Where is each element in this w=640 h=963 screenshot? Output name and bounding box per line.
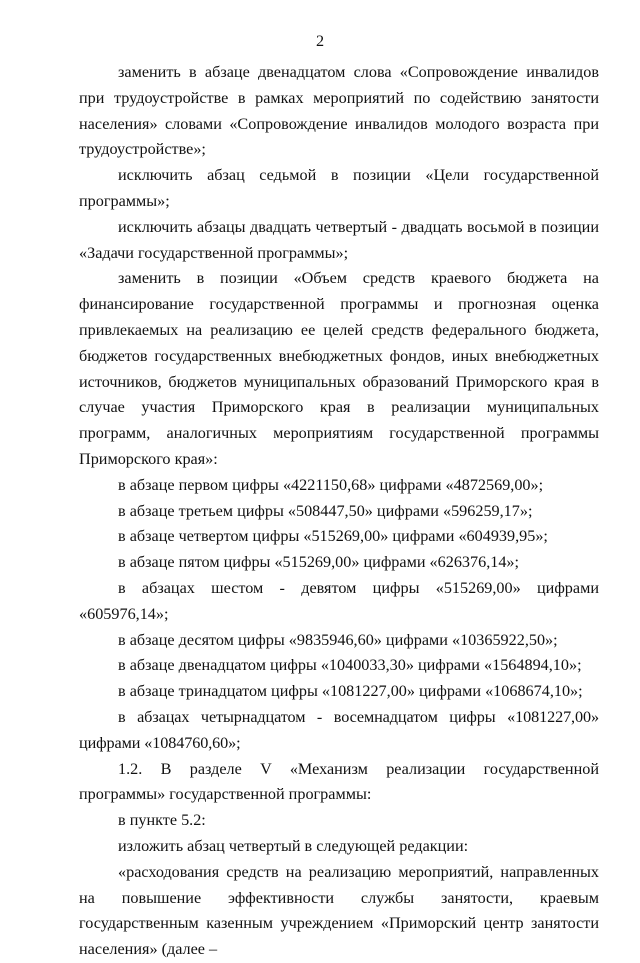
paragraph-amount-first: в абзаце первом цифры «4221150,68» цифрами «4872569,00»;	[118, 475, 544, 494]
paragraph-amount-thirteenth: в абзаце тринадцатом цифры «1081227,00» цифрами «1068674,10»;	[118, 682, 583, 701]
paragraph-restate-fourth: изложить абзац четвертый в следующей редакции:	[118, 836, 469, 855]
paragraph-amount-twelfth: в абзаце двенадцатом цифры «1040033,30» цифрами «1564894,10»;	[118, 656, 582, 675]
paragraph-amount-sixth-ninth: в абзацах шестом - девятом цифры «515269,00» цифрами «605976,14»;	[79, 578, 599, 623]
paragraph-amount-fifth: в абзаце пятом цифры «515269,00» цифрами «626376,14»;	[118, 553, 520, 572]
paragraph-replace-support-disabled: заменить в абзаце двенадцатом слова «Сопровождение инвалидов при трудоустройстве в рамках мероприятий по содействию занятости населения» словами «Сопровождение инвалидов молодого возраста при трудоустройстве»;	[79, 63, 599, 159]
document-body	[79, 60, 599, 963]
paragraph-replace-funding: заменить в позиции «Объем средств краевого бюджета на финансирование государственной программы и прогнозная оценка привлекаемых на реализацию ее целей средств федерального бюджета, бюджетов государственных внебюджетных фондов, иных внебюджетных источников, бюджетов муниципальных образований Приморского края в случае участия Приморского края в реализации муниципальных программ, аналогичных мероприятиям государственной программы Приморского края»:	[79, 269, 599, 468]
paragraph-exclude-tasks: исключить абзацы двадцать четвертый - двадцать восьмой в позиции «Задачи государственной программы»;	[79, 217, 599, 262]
paragraph-exclude-goals: исключить абзац седьмой в позиции «Цели государственной программы»;	[79, 166, 599, 210]
page-number: 2	[315, 32, 325, 50]
paragraph-point-5-2: в пункте 5.2:	[118, 811, 206, 830]
paragraph-amount-fourth: в абзаце четвертом цифры «515269,00» цифрами «604939,95»;	[118, 527, 548, 546]
paragraph-quoted-text: «расходования средств на реализацию мероприятий, направленных на повышение эффективности службы занятости, краевым государственным казенным учреждением «Приморский центр занятости населения» (далее –	[79, 862, 599, 959]
paragraph-amount-tenth: в абзаце десятом цифры «9835946,60» цифрами «10365922,50»;	[118, 630, 558, 649]
paragraph-section-v: 1.2. В разделе V «Механизм реализации государственной программы» государственной программы:	[79, 759, 599, 804]
paragraph-amount-third: в абзаце третьем цифры «508447,50» цифрами «596259,17»;	[118, 501, 533, 520]
paragraph-amount-fourteenth-eighteenth: в абзацах четырнадцатом - восемнадцатом цифры «1081227,00» цифрами «1084760,60»;	[79, 707, 599, 752]
